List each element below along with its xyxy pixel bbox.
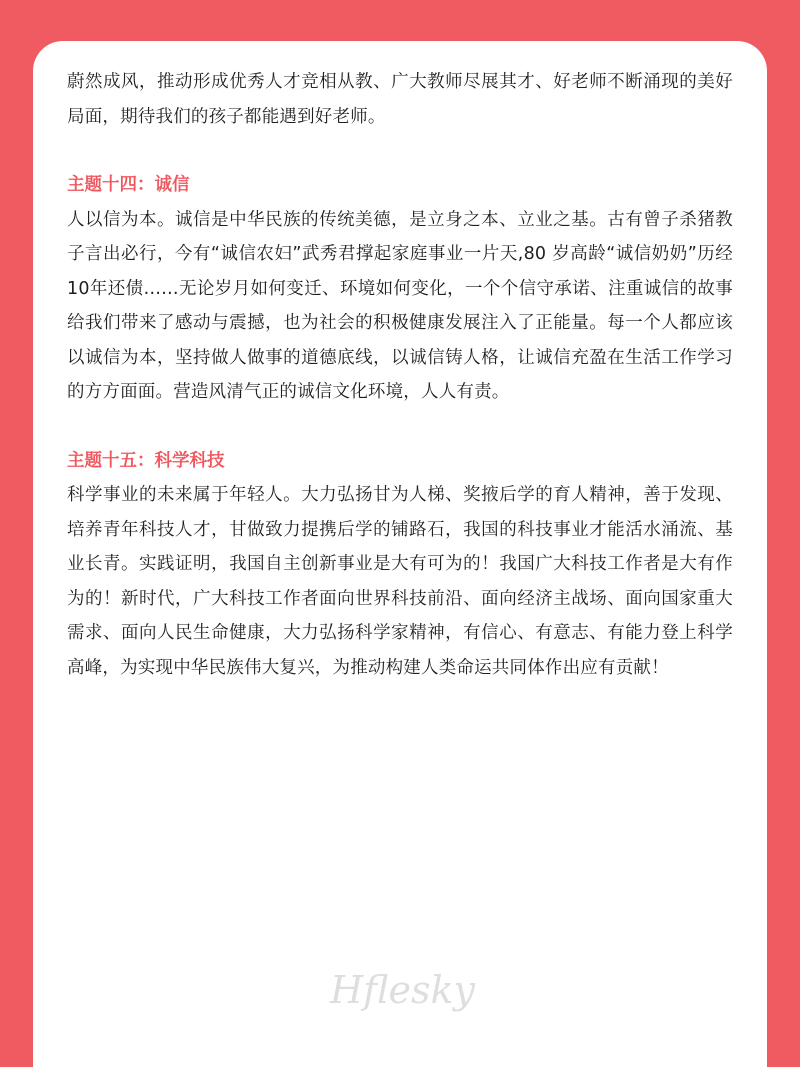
intro-paragraph: 蔚然成风，推动形成优秀人才竞相从教、广大教师尽展其才、好老师不断涌现的美好局面，期待我们的孩子都能遇到好老师。 [67, 72, 733, 127]
watermark-text: Hflesky [330, 968, 475, 1012]
content-card [33, 41, 767, 1067]
section-heading-science: 主题十五：科学科技 [67, 450, 225, 471]
section-spacer [67, 410, 733, 444]
section-heading-integrity: 主题十四：诚信 [67, 175, 190, 195]
section-body-integrity: 人以信为本。诚信是中华民族的传统美德，是立身之本、立业之基。古有曾子杀猪教子言出必行，今有“诚信农妇”武秀君撑起家庭事业一片天,80 岁高龄“诚信奶奶”历经10年还债……无论岁月如何变迁、环境如何变化，一个个信守承诺、注重诚信的故事给我们带来了感动与震撼，也为社会的积极健康发展注入了正能量。每一个人都应该以诚信为本，坚持做人做事的道德底线，以诚信铸人格，让诚信充盈在生活工作学习的方方面面。营造风清气正的诚信文化环境，人人有责。 [67, 209, 733, 402]
section-body-science: 科学事业的未来属于年轻人。大力弘扬甘为人梯、奖掖后学的育人精神，善于发现、培养青年科技人才，甘做致力提携后学的铺路石，我国的科技事业才能活水涌流、基业长青。实践证明，我国自主创新事业是大有可为的！我国广大科技工作者是大有作为的！新时代，广大科技工作者面向世界科技前沿、面向经济主战场、面向国家重大需求、面向人民生命健康，大力弘扬科学家精神，有信心、有意志、有能力登上科学高峰，为实现中华民族伟大复兴，为推动构建人类命运共同体作出应有贡献！ [67, 485, 733, 678]
section-spacer [67, 134, 733, 168]
signature-watermark [300, 955, 500, 1025]
